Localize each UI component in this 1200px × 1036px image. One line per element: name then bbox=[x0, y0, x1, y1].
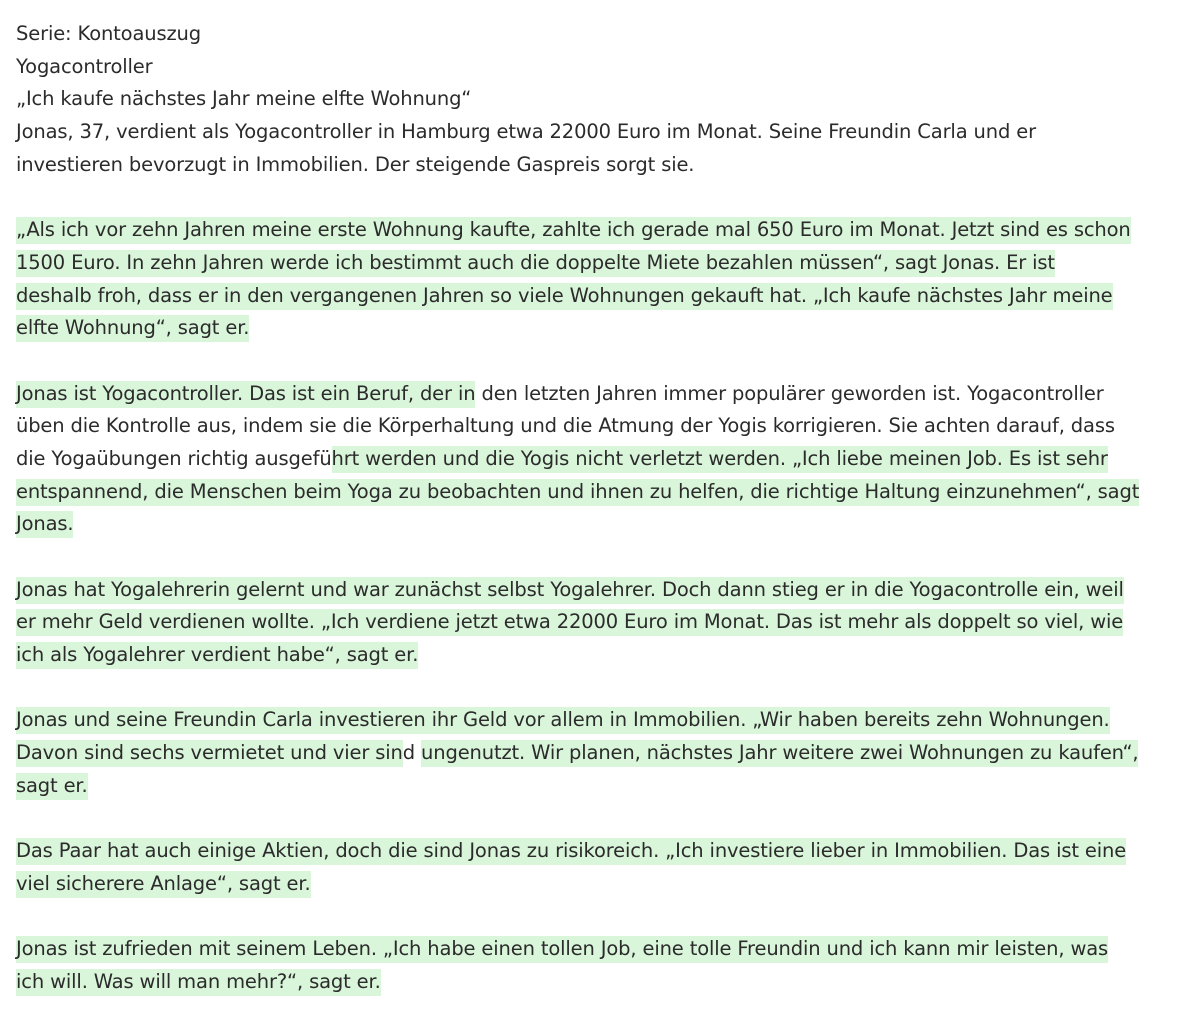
highlighted-text: deshalb froh, dass er in den vergangenen Jahren so viele Wohnungen gekauft hat. „Ich kaufe nächstes Jahr meine bbox=[16, 283, 1113, 310]
paragraph-line bbox=[16, 247, 1186, 280]
paragraph-line bbox=[16, 410, 1186, 443]
highlighted-text: er mehr Geld verdienen wollte. „Ich verdiene jetzt etwa 22000 Euro im Monat. Das ist mehr als doppelt so viel, wie bbox=[16, 609, 1123, 636]
highlighted-text: Jonas und seine Freundin Carla investieren ihr Geld vor allem in Immobilien. „Wir haben bereits zehn Wohnungen. bbox=[16, 707, 1110, 734]
article-header bbox=[16, 18, 1186, 181]
job-title: Yogacontroller bbox=[16, 54, 153, 78]
plain-text: d bbox=[402, 741, 422, 765]
highlighted-text: ich will. Was will man mehr?“, sagt er. bbox=[16, 969, 381, 996]
article bbox=[16, 18, 1186, 999]
paragraph-gap bbox=[16, 803, 1186, 836]
paragraph-gap bbox=[16, 672, 1186, 705]
paragraph-line bbox=[16, 443, 1186, 476]
series-label: Serie: Kontoauszug bbox=[16, 22, 201, 45]
intro-line: investieren bevorzugt in Immobilien. Der steigende Gaspreis sorgt sie. bbox=[16, 152, 695, 176]
paragraph-line bbox=[16, 737, 1186, 770]
paragraph-line bbox=[16, 312, 1186, 345]
paragraph-line bbox=[16, 933, 1186, 966]
plain-text: den letzten Jahren immer populärer geworden ist. Yogacontroller bbox=[475, 381, 1104, 405]
paragraph-line bbox=[16, 770, 1186, 803]
highlighted-text: hrt werden und die Yogis nicht verletzt werden. „Ich liebe meinen Job. Es ist sehr bbox=[332, 446, 1108, 473]
paragraph-line bbox=[16, 214, 1186, 247]
paragraph-line bbox=[16, 606, 1186, 639]
article-body bbox=[16, 181, 1186, 998]
highlighted-text: 1500 Euro. In zehn Jahren werde ich bestimmt auch die doppelte Miete bezahlen müssen“, sagt Jonas. Er ist bbox=[16, 250, 1055, 277]
highlighted-text: elfte Wohnung“, sagt er. bbox=[16, 315, 249, 342]
paragraph bbox=[16, 933, 1186, 998]
paragraph-line bbox=[16, 280, 1186, 313]
highlighted-text: Davon sind sechs vermietet und vier sin bbox=[16, 740, 403, 767]
highlighted-text: ungenutzt. Wir planen, nächstes Jahr weitere zwei Wohnungen zu kaufen“, bbox=[421, 740, 1138, 767]
plain-text: die Yogaübungen richtig ausgefü bbox=[16, 446, 332, 470]
highlighted-text: viel sicherere Anlage“, sagt er. bbox=[16, 871, 311, 898]
highlighted-text: Jonas ist Yogacontroller. Das ist ein Beruf, der in bbox=[16, 381, 475, 408]
paragraph bbox=[16, 704, 1186, 802]
highlighted-text: Jonas. bbox=[16, 511, 73, 538]
intro-line: Jonas, 37, verdient als Yogacontroller in Hamburg etwa 22000 Euro im Monat. Seine Freundin Carla und er bbox=[16, 120, 1036, 144]
headline-quote: „Ich kaufe nächstes Jahr meine elfte Wohnung“ bbox=[16, 87, 472, 111]
paragraph-line bbox=[16, 966, 1186, 999]
paragraph-line bbox=[16, 508, 1186, 541]
highlighted-text: Jonas hat Yogalehrerin gelernt und war zunächst selbst Yogalehrer. Doch dann stieg er in die Yogacontrolle ein, weil bbox=[16, 577, 1124, 604]
paragraph-line bbox=[16, 574, 1186, 607]
paragraph-line bbox=[16, 704, 1186, 737]
paragraph bbox=[16, 574, 1186, 672]
paragraph-line bbox=[16, 476, 1186, 509]
paragraph bbox=[16, 214, 1186, 345]
paragraph-gap bbox=[16, 901, 1186, 934]
paragraph-gap bbox=[16, 181, 1186, 214]
plain-text: üben die Kontrolle aus, indem sie die Körperhaltung und die Atmung der Yogis korrigieren. Sie achten darauf, dass bbox=[16, 414, 1115, 438]
intro bbox=[16, 116, 1186, 181]
paragraph-gap bbox=[16, 345, 1186, 378]
highlighted-text: sagt er. bbox=[16, 773, 88, 800]
highlighted-text: Jonas ist zufrieden mit seinem Leben. „Ich habe einen tollen Job, eine tolle Freundin und ich kann mir leisten, was bbox=[16, 936, 1108, 963]
highlighted-text: entspannend, die Menschen beim Yoga zu beobachten und ihnen zu helfen, die richtige Haltung einzunehmen“, sagt bbox=[16, 479, 1139, 506]
highlighted-text: ich als Yogalehrer verdient habe“, sagt er. bbox=[16, 642, 418, 669]
paragraph-line bbox=[16, 868, 1186, 901]
highlighted-text: „Als ich vor zehn Jahren meine erste Wohnung kaufte, zahlte ich gerade mal 650 Euro im Monat. Jetzt sind es schon bbox=[16, 217, 1131, 244]
paragraph-gap bbox=[16, 541, 1186, 574]
paragraph bbox=[16, 378, 1186, 541]
paragraph-line bbox=[16, 835, 1186, 868]
highlighted-text: Das Paar hat auch einige Aktien, doch die sind Jonas zu risikoreich. „Ich investiere lieber in Immobilien. Das ist eine bbox=[16, 838, 1126, 865]
paragraph bbox=[16, 835, 1186, 900]
paragraph-line bbox=[16, 378, 1186, 411]
paragraph-line bbox=[16, 639, 1186, 672]
